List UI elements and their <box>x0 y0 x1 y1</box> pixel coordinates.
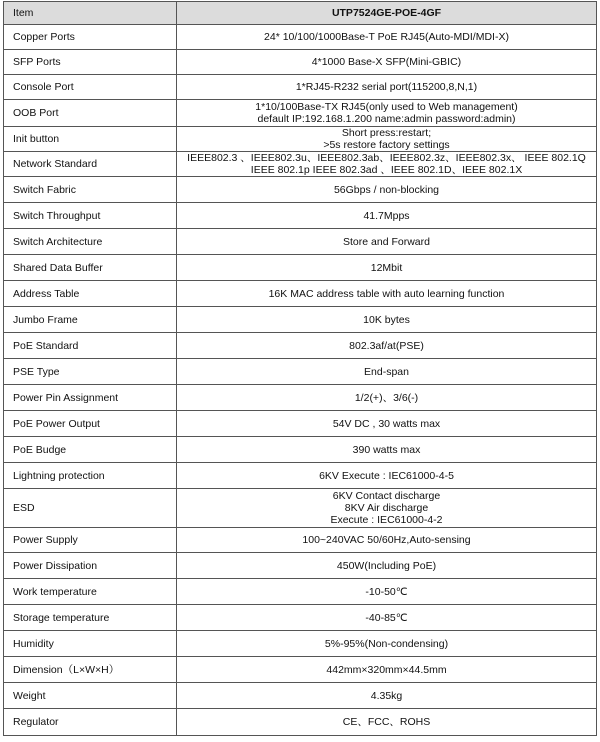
spec-label-cell: ESD <box>4 489 177 528</box>
spec-label-cell: Regulator <box>4 709 177 736</box>
table-row <box>4 683 597 709</box>
table-row <box>4 75 597 100</box>
spec-value-cell <box>177 605 597 631</box>
spec-value-line: 16K MAC address table with auto learning function <box>268 287 505 300</box>
spec-label-cell: Weight <box>4 683 177 709</box>
header-item-cell: Item <box>4 2 177 25</box>
spec-value-cell <box>177 553 597 579</box>
spec-label-cell: Shared Data Buffer <box>4 255 177 281</box>
spec-value-cell <box>177 385 597 411</box>
spec-value-line: 390 watts max <box>352 443 421 456</box>
spec-label-cell: OOB Port <box>4 100 177 127</box>
spec-value-line: >5s restore factory settings <box>323 139 450 151</box>
spec-value-cell <box>177 50 597 75</box>
spec-label-cell: PoE Budge <box>4 437 177 463</box>
table-row <box>4 359 597 385</box>
spec-value-cell <box>177 127 597 152</box>
spec-label-cell: Network Standard <box>4 152 177 177</box>
spec-label-cell: Jumbo Frame <box>4 307 177 333</box>
spec-value-line: Execute : IEC61000-4-2 <box>330 514 443 526</box>
spec-label-cell: Storage temperature <box>4 605 177 631</box>
spec-value-cell <box>177 359 597 385</box>
spec-label-cell: Address Table <box>4 281 177 307</box>
spec-value-line: 4*1000 Base-X SFP(Mini-GBIC) <box>311 56 462 68</box>
spec-label-cell: Dimension（L×W×H） <box>4 657 177 683</box>
table-row <box>4 709 597 736</box>
spec-label-cell: Switch Fabric <box>4 177 177 203</box>
table-row <box>4 489 597 528</box>
spec-value-line: -40-85℃ <box>365 611 408 624</box>
spec-label-cell: Init button <box>4 127 177 152</box>
table-row <box>4 553 597 579</box>
table-row <box>4 411 597 437</box>
table-row <box>4 385 597 411</box>
table-row <box>4 50 597 75</box>
spec-value-line: 10K bytes <box>363 313 410 326</box>
spec-label-cell: Switch Throughput <box>4 203 177 229</box>
spec-label-cell: PoE Standard <box>4 333 177 359</box>
spec-value-cell <box>177 437 597 463</box>
table-row <box>4 528 597 553</box>
table-row <box>4 463 597 489</box>
spec-value-line: 24* 10/100/1000Base-T PoE RJ45(Auto-MDI/MDI-X) <box>264 31 509 43</box>
spec-value-cell <box>177 229 597 255</box>
table-row <box>4 152 597 177</box>
spec-label-cell: Power Dissipation <box>4 553 177 579</box>
table-row <box>4 203 597 229</box>
spec-value-cell <box>177 25 597 50</box>
spec-value-line: CE、FCC、ROHS <box>342 716 431 728</box>
table-row <box>4 177 597 203</box>
table-row <box>4 25 597 50</box>
spec-value-cell <box>177 75 597 100</box>
spec-value-cell <box>177 307 597 333</box>
spec-label-cell: Power Supply <box>4 528 177 553</box>
spec-value-line: 54V DC , 30 watts max <box>332 417 441 430</box>
spec-value-line: 1/2(+)、3/6(-) <box>354 391 419 404</box>
spec-label-cell: Lightning protection <box>4 463 177 489</box>
table-row <box>4 605 597 631</box>
spec-value-line: IEEE 802.1p IEEE 802.3ad 、IEEE 802.1D、IEEE 802.1X <box>250 164 523 176</box>
spec-value-line: 4.35kg <box>370 689 403 702</box>
spec-label-cell: Switch Architecture <box>4 229 177 255</box>
spec-value-cell <box>177 281 597 307</box>
spec-value-line: 5%-95%(Non-condensing) <box>324 637 449 650</box>
spec-value-cell <box>177 411 597 437</box>
spec-value-line: 6KV Execute : IEC61000-4-5 <box>319 469 454 482</box>
spec-value-line: default IP:192.168.1.200 name:admin password:admin) <box>257 113 516 125</box>
spec-value-line: 41.7Mpps <box>363 209 410 222</box>
spec-value-line: 12Mbit <box>370 261 403 274</box>
spec-label-cell: Copper Ports <box>4 25 177 50</box>
spec-value-line: 56Gbps / non-blocking <box>333 183 440 196</box>
spec-table <box>3 1 597 736</box>
spec-table-body <box>4 25 597 736</box>
spec-value-cell <box>177 528 597 553</box>
spec-value-cell <box>177 683 597 709</box>
table-row <box>4 307 597 333</box>
spec-value-line: 450W(Including PoE) <box>336 559 437 572</box>
table-row <box>4 437 597 463</box>
spec-label-cell: Power Pin Assignment <box>4 385 177 411</box>
spec-value-cell <box>177 177 597 203</box>
table-row <box>4 281 597 307</box>
spec-value-line: -10-50℃ <box>365 585 408 598</box>
spec-value-cell <box>177 152 597 177</box>
spec-value-line: 8KV Air discharge <box>344 502 429 514</box>
table-row <box>4 631 597 657</box>
table-row <box>4 657 597 683</box>
spec-value-line: 1*10/100Base-TX RJ45(only used to Web management) <box>255 101 518 113</box>
spec-value-line: End-span <box>364 365 409 378</box>
table-row <box>4 579 597 605</box>
spec-label-cell: Humidity <box>4 631 177 657</box>
spec-value-line: 442mm×320mm×44.5mm <box>326 663 447 676</box>
spec-value-cell <box>177 333 597 359</box>
spec-label-cell: PSE Type <box>4 359 177 385</box>
table-row <box>4 333 597 359</box>
spec-value-cell <box>177 579 597 605</box>
spec-value-cell <box>177 463 597 489</box>
table-header-row <box>4 2 597 25</box>
spec-value-cell <box>177 709 597 736</box>
spec-value-cell <box>177 100 597 127</box>
table-row <box>4 127 597 152</box>
spec-value-cell <box>177 657 597 683</box>
spec-label-cell: Console Port <box>4 75 177 100</box>
spec-label-cell: SFP Ports <box>4 50 177 75</box>
spec-value-cell <box>177 631 597 657</box>
table-row <box>4 100 597 127</box>
spec-value-line: 1*RJ45-R232 serial port(115200,8,N,1) <box>295 81 478 93</box>
spec-value-line: 6KV Contact discharge <box>332 490 441 502</box>
table-row <box>4 229 597 255</box>
spec-value-line: IEEE802.3 、IEEE802.3u、IEEE802.3ab、IEEE802.3z、IEEE802.3x、 IEEE 802.1Q <box>187 152 586 164</box>
spec-value-line: Short press:restart; <box>341 127 432 139</box>
spec-label-cell: PoE Power Output <box>4 411 177 437</box>
spec-value-cell <box>177 255 597 281</box>
header-model-cell: UTP7524GE-POE-4GF <box>177 2 597 25</box>
spec-label-cell: Work temperature <box>4 579 177 605</box>
spec-value-line: Store and Forward <box>343 235 430 248</box>
spec-value-line: 802.3af/at(PSE) <box>349 339 424 352</box>
spec-value-line: 100~240VAC 50/60Hz,Auto-sensing <box>302 534 471 546</box>
spec-value-cell <box>177 489 597 528</box>
spec-value-cell <box>177 203 597 229</box>
table-row <box>4 255 597 281</box>
